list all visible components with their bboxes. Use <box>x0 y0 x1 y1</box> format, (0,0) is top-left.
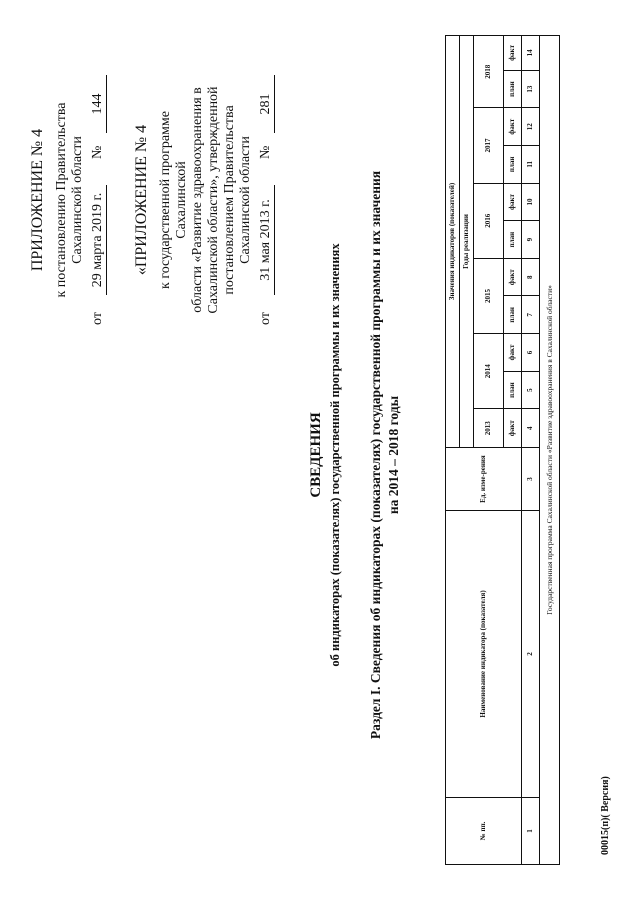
number-sign: № <box>258 145 273 159</box>
program-row: Государственная программа Сахалинской области «Развитие здравоохранения в Сахалинской области» <box>540 36 560 865</box>
appendix-current-date-row <box>90 75 108 325</box>
appendix-current-line: к постановлению Правительства <box>54 102 69 298</box>
appendix-original-line: области «Развитие здравоохранения в <box>190 87 205 313</box>
column-number: 3 <box>522 448 540 511</box>
appendix-original-line: к государственной программе Сахалинской <box>158 111 189 289</box>
column-number: 12 <box>522 108 540 146</box>
header-plan: план <box>504 296 522 334</box>
document-subtitle: об индикаторах (показателях) государственной программы и их значениях <box>328 243 342 667</box>
header-row-number: № пп. <box>446 797 522 864</box>
header-values: Значения индикаторов (показателей) <box>446 36 460 448</box>
version-footer: 00015(п)( Версия) <box>600 776 611 855</box>
column-number: 13 <box>522 70 540 108</box>
appendix-original-line: Сахалинской области <box>238 136 253 264</box>
indicators-table <box>445 35 560 865</box>
header-plan: план <box>504 371 522 409</box>
header-year: 2018 <box>474 36 504 108</box>
appendix-current-title: ПРИЛОЖЕНИЕ № 4 <box>29 128 46 272</box>
column-number: 10 <box>522 183 540 221</box>
column-number: 9 <box>522 221 540 259</box>
header-year: 2014 <box>474 334 504 409</box>
appendix-current-line: Сахалинской области <box>70 136 85 264</box>
header-unit: Ед. изме-рения <box>446 448 522 511</box>
document-title: СВЕДЕНИЯ <box>308 412 324 498</box>
header-year: 2013 <box>474 409 504 448</box>
appendix-current-date: 29 марта 2019 г. <box>90 185 107 295</box>
column-number: 1 <box>522 797 540 864</box>
column-number: 14 <box>522 36 540 71</box>
column-number: 5 <box>522 371 540 409</box>
from-label: от <box>90 312 105 325</box>
column-number: 11 <box>522 146 540 184</box>
header-plan: план <box>504 221 522 259</box>
column-number: 8 <box>522 258 540 296</box>
header-fact: факт <box>504 334 522 372</box>
header-plan: план <box>504 70 522 108</box>
appendix-current-block <box>28 75 108 325</box>
column-number: 2 <box>522 511 540 798</box>
column-number: 6 <box>522 334 540 372</box>
header-fact: факт <box>504 258 522 296</box>
appendix-original-line: постановлением Правительства <box>222 105 237 295</box>
appendix-original-line: Сахалинской области», утвержденной <box>206 86 221 314</box>
header-indicator-name: Наименование индикатора (показателя) <box>446 511 522 798</box>
header-fact: факт <box>504 183 522 221</box>
header-fact: факт <box>504 409 522 448</box>
number-sign: № <box>90 145 105 159</box>
appendix-original-title: «ПРИЛОЖЕНИЕ № 4 <box>133 124 150 276</box>
header-year: 2015 <box>474 258 504 333</box>
header-plan: план <box>504 146 522 184</box>
appendix-original-block <box>132 75 276 325</box>
header-year: 2017 <box>474 108 504 183</box>
column-number: 4 <box>522 409 540 448</box>
header-fact: факт <box>504 108 522 146</box>
appendix-original-date-row <box>258 75 276 325</box>
appendix-current-number: 144 <box>90 75 107 133</box>
section-title: Раздел I. Сведения об индикаторах (показателях) государственной программы и их значения <box>368 170 383 740</box>
appendix-original-number: 281 <box>258 75 275 133</box>
section-title-years: на 2014 – 2018 годы <box>386 395 401 515</box>
header-years: Годы реализации <box>460 36 474 448</box>
appendix-original-date: 31 мая 2013 г. <box>258 185 275 295</box>
header-fact: факт <box>504 36 522 71</box>
column-number: 7 <box>522 296 540 334</box>
header-year: 2016 <box>474 183 504 258</box>
from-label: от <box>258 312 273 325</box>
